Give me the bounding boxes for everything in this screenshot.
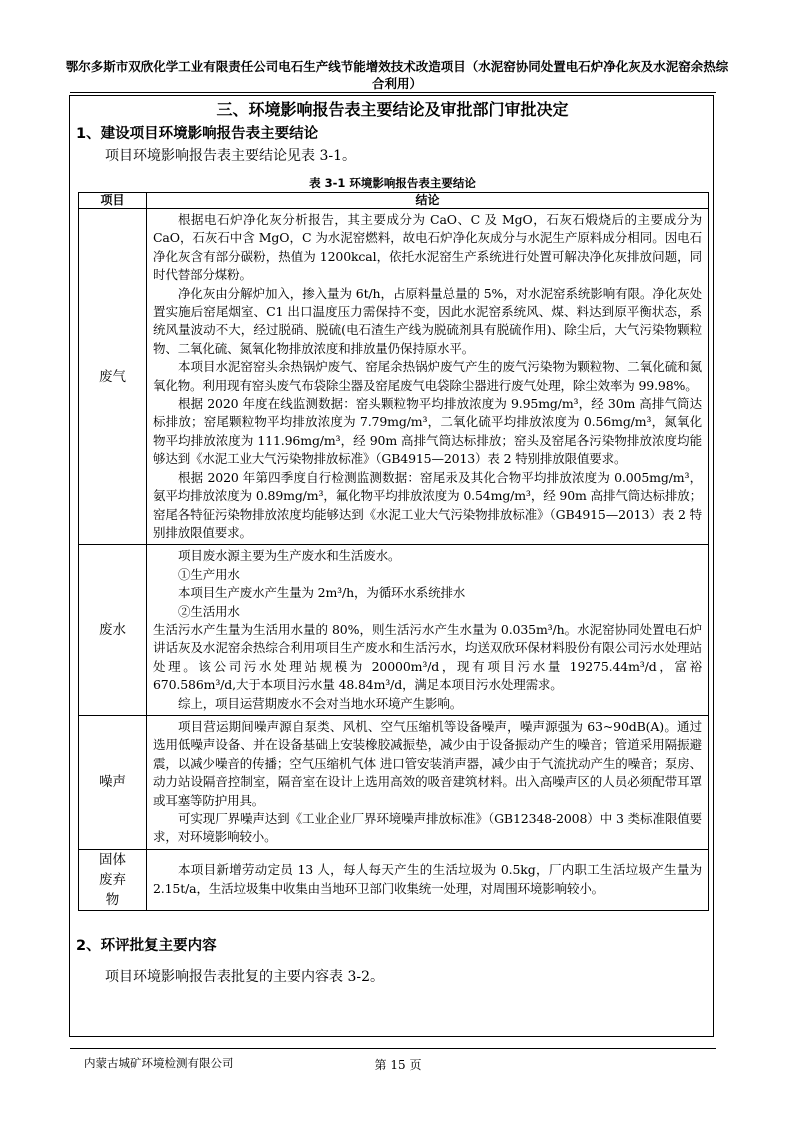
paragraph: ②生活用水	[178, 603, 240, 619]
footer-company: 内蒙古城矿环境检测有限公司	[84, 1056, 234, 1070]
paragraph: 根据 2020 年第四季度自行检测监测数据：窑尾汞及其化合物平均排放浓度为 0.005mg/m³，氨平均排放浓度为 0.89mg/m³，氟化物平均排放浓度为 0.54mg/m³，经 90m 高排气筒达标排放；窑尾各特征污染物排放浓度均能够达到《水泥工业大气污染物排放标准》（GB4915—2013）表 2 特别排放限值要求。	[153, 469, 702, 540]
paragraph: 根据电石炉净化灰分析报告，其主要成分为 CaO、C 及 MgO，石灰石煅烧后的主要成分为 CaO，石灰石中含 MgO，C 为水泥窑燃料，故电石炉净化灰成分与水泥生产原料成分相同。因电石净化灰含有部分碳粉，热值为 1200kcal，依托水泥窑生产系统进行处置可解决净化灰排放问题，同时代替部分煤粉。	[153, 212, 702, 283]
row-content-exhaust-gas	[147, 209, 709, 545]
document-header-title: 鄂尔多斯市双欣化学工业有限责任公司电石生产线节能增效技术改造项目（水泥窑协同处置电石炉净化灰及水泥窑余热综合利用）	[65, 59, 729, 91]
approval-paragraph: 项目环境影响报告表批复的主要内容表 3-2。	[105, 969, 384, 985]
row-category-noise: 噪声	[79, 715, 147, 849]
row-category-solid-waste	[79, 849, 147, 910]
table-row-noise	[79, 715, 709, 849]
category-line: 废弃	[99, 871, 126, 888]
paragraph: 项目废水源主要为生产废水和生活废水。	[178, 548, 401, 564]
header-divider	[70, 92, 716, 93]
paragraph: 本项目水泥窑窑头余热锅炉废气、窑尾余热锅炉废气产生的废气污染物为颗粒物、二氧化硫和氮氧化物。利用现有窑头废气布袋除尘器及窑尾废气电袋除尘器进行废气处理，除尘效率为 99.98%。	[153, 359, 702, 393]
row-content-solid-waste	[147, 849, 709, 910]
page-number: 第 15 页	[374, 1058, 422, 1072]
column-header-conclusion: 结论	[147, 193, 709, 209]
row-category-exhaust-gas: 废气	[79, 209, 147, 545]
table-header-row	[79, 193, 709, 209]
column-header-item: 项目	[79, 193, 147, 209]
row-category-wastewater: 废水	[79, 545, 147, 716]
row-content-wastewater	[147, 545, 709, 716]
intro-paragraph: 项目环境影响报告表主要结论见表 3-1。	[105, 148, 356, 164]
table-row-exhaust-gas	[79, 209, 709, 545]
row-content-noise	[147, 715, 709, 849]
table-caption: 表 3-1 环境影响报告表主要结论	[309, 176, 476, 190]
paragraph: 净化灰由分解炉加入，掺入量为 6t/h，占原料量总量的 5%，对水泥窑系统影响有限。净化灰处置实施后窑尾烟室、C1 出口温度压力需保持不变，因此水泥窑系统风、煤、料达到原平衡状态，系统风量波动不大，经过脱硝、脱硫(电石渣生产线为脱硫剂具有脱硫作用)、除尘后，大气污染物颗粒物、二氧化硫、氮氧化物排放浓度和排放量仍保持原水平。	[153, 285, 702, 356]
paragraph: 可实现厂界噪声达到《工业企业厂界环境噪声排放标准》（GB12348-2008）中 3 类标准限值要求，对环境影响较小。	[153, 811, 702, 845]
conclusions-table	[78, 192, 709, 911]
paragraph: 本项目生产废水产生量为 2m³/h，为循环水系统排水	[178, 585, 466, 601]
subsection-heading-1: 1、建设项目环境影响报告表主要结论	[76, 126, 319, 142]
paragraph: 生活污水产生量为生活用水量的 80%，则生活污水产生水量为 0.035m³/h。水泥窑协同处置电石炉讲话灰及水泥窑余热综合利用项目生产废水和生活污水，均送双欣环保材料股份有限公司污水处理站处理。该公司污水处理站规模为 20000m³/d，现有项目污水量 19275.44m³/d，富裕 670.586m³/d,大于本项目污水量 48.84m³/d，满足本项目污水处理需求。	[153, 621, 702, 693]
paragraph: 项目营运期间噪声源自泵类、风机、空气压缩机等设备噪声，噪声源强为 63~90dB(A)。通过选用低噪声设备、并在设备基础上安装橡胶减振垫，减少由于设备振动产生的噪音；管道采用隔振避震，以减少噪音的传播；空气压缩机气体 进口管安装消声器，减少由于气流扰动产生的噪音；泵房、动力站设隔音控制室，隔音室在设计上选用高效的吸音建筑材料。出入高噪声区的人员必须配带耳罩或耳塞等防护用具。	[153, 718, 702, 808]
section-title: 三、环境影响报告表主要结论及审批部门审批决定	[216, 100, 569, 119]
category-line: 物	[105, 891, 120, 908]
table-row-solid-waste	[79, 849, 709, 910]
paragraph: 综上，项目运营期废水不会对当地水环境产生影响。	[178, 695, 463, 711]
page-frame	[69, 95, 714, 1037]
paragraph: 本项目新增劳动定员 13 人，每人每天产生的生活垃圾为 0.5kg，厂内职工生活垃圾产生量为 2.15t/a，生活垃圾集中收集由当地环卫部门收集统一处理，对周围环境影响较小。	[153, 862, 702, 896]
paragraph: 根据 2020 年度在线监测数据：窑头颗粒物平均排放浓度为 9.95mg/m³，经 30m 高排气筒达标排放；窑尾颗粒物平均排放浓度为 7.79mg/m³，二氧化硫平均排放浓度为 0.56mg/m³，氮氧化物平均排放浓度为 111.96mg/m³，经 90m 高排气筒达标排放；窑头及窑尾各污染物排放浓度均能够达到《水泥工业大气污染物排放标准》（GB4915—2013）表 2 特别排放限值要求。	[153, 396, 702, 467]
paragraph: ①生产用水	[178, 566, 240, 582]
footer-divider	[70, 1048, 716, 1049]
category-line: 固体	[99, 851, 126, 868]
subsection-heading-2: 2、环评批复主要内容	[76, 938, 217, 954]
table-row-wastewater	[79, 545, 709, 716]
